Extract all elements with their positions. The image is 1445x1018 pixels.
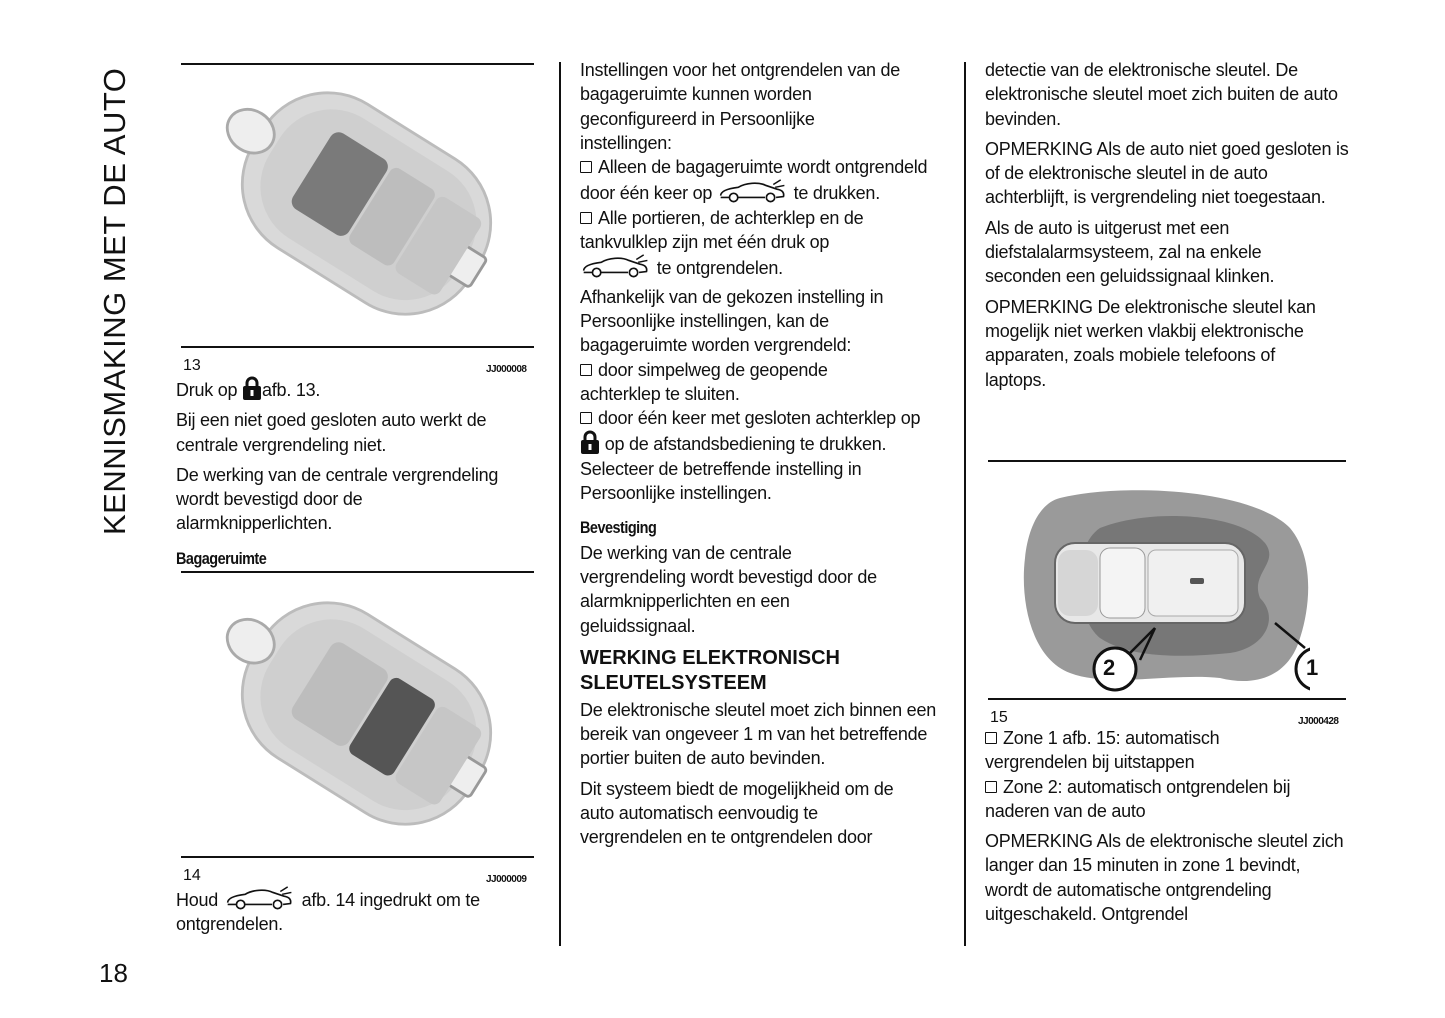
figure-number: 15 (990, 709, 1008, 726)
text: Alle portieren, de achterklep en de tankvulklep zijn met één druk op (580, 207, 864, 253)
car-top-view (1055, 543, 1245, 623)
column-1-text (176, 376, 541, 577)
text: door simpelweg de geopende achterklep te sluiten. (580, 359, 828, 404)
key-fob-figure-14 (200, 585, 520, 845)
car-unlock-icon (717, 179, 789, 203)
key-fob-figure-13 (200, 75, 520, 335)
paragraph: OPMERKING Als de auto niet goed gesloten is of de elektronische sleutel in de auto achterblijft, is vergrendeling niet toegestaan. (985, 138, 1349, 208)
text: te drukken. (793, 183, 880, 204)
car-unlock-icon (580, 254, 652, 278)
keyless-zones-figure-15 (1020, 488, 1319, 693)
figure-bottom-rule (988, 698, 1346, 700)
text: door één keer met gesloten achterklep op (598, 408, 921, 429)
figure-number: 14 (183, 867, 201, 884)
text: Druk op (176, 380, 238, 400)
figure-top-rule (988, 460, 1346, 462)
figure-code: JJ000428 (1298, 716, 1339, 727)
paragraph: Bij een niet goed gesloten auto werkt de centrale vergrendeling niet. (176, 410, 487, 455)
text: Houd (176, 890, 219, 910)
figure-top-rule (181, 63, 534, 65)
checkbox-bullet-icon (580, 161, 592, 173)
subheading-bagageruimte: Bagageruimte (176, 548, 267, 568)
figure-number: 13 (183, 357, 201, 374)
checkbox-bullet-icon (985, 781, 997, 793)
subheading-bevestiging: Bevestiging (580, 518, 657, 538)
figure-bottom-rule (181, 346, 534, 348)
text: Zone 2: automatisch ontgrendelen bij naderen van de auto (985, 776, 1291, 821)
section-heading: WERKING ELEKTRONISCH SLEUTELSYSTEEM (580, 646, 840, 694)
column-2-text (580, 58, 942, 856)
figure-bottom-rule (181, 856, 534, 858)
text: Zone 1 afb. 15: automatisch vergrendelen bij uitstappen (985, 728, 1220, 773)
paragraph: detectie van de elektronische sleutel. De elektronische sleutel moet zich buiten de auto bevinden. (985, 60, 1338, 129)
car-unlock-icon (223, 886, 297, 910)
column-1-bottom-text (176, 886, 536, 937)
column-3-bottom-text (985, 726, 1350, 932)
page-number: 18 (99, 958, 128, 988)
paragraph: Dit systeem biedt de mogelijkheid om de auto automatisch eenvoudig te vergrendelen en te ontgrendelen door (580, 778, 894, 848)
text: afb. 14 ingedrukt om te ontgrendelen. (176, 890, 480, 935)
figure-code: JJ000008 (486, 364, 527, 375)
column-divider (559, 62, 561, 946)
column-3-text (985, 58, 1353, 398)
paragraph: OPMERKING De elektronische sleutel kan mogelijk niet werken vlakbij elektronische apparaten, zoals mobiele telefoons of laptops. (985, 296, 1316, 390)
paragraph: OPMERKING Als de elektronische sleutel zich langer dan 15 minuten in zone 1 bevindt, wordt de automatische ontgrendeling uitgeschakeld. Ontgrendel (985, 831, 1344, 925)
text: Alleen de bagageruimte wordt ontgrendeld door één keer op (580, 157, 928, 204)
text: op de afstandsbediening te drukken. (604, 434, 887, 455)
paragraph: Selecteer de betreffende instelling in Persoonlijke instellingen. (580, 458, 862, 504)
side-chapter-title: KENNISMAKING MET DE AUTO (97, 67, 132, 535)
text: te ontgrendelen. (656, 258, 783, 279)
lock-icon (242, 376, 262, 400)
column-divider (964, 62, 966, 946)
paragraph: Afhankelijk van de gekozen instelling in Persoonlijke instellingen, kan de bagageruimte worden vergrendeld: (580, 286, 884, 356)
paragraph: De elektronische sleutel moet zich binnen een bereik van ongeveer 1 m van het betreffende portier buiten de auto bevinden. (580, 699, 936, 769)
figure-code: JJ000009 (486, 874, 527, 885)
checkbox-bullet-icon (985, 732, 997, 744)
paragraph: De werking van de centrale vergrendeling wordt bevestigd door de alarmknipperlichten. (176, 464, 499, 534)
paragraph: Instellingen voor het ontgrendelen van de bagageruimte kunnen worden geconfigureerd in Persoonlijke instellingen: (580, 60, 900, 153)
lock-icon (580, 430, 600, 454)
text: afb. 13. (262, 380, 321, 400)
checkbox-bullet-icon (580, 364, 592, 376)
callout-2: 2 (1103, 655, 1116, 680)
paragraph: Als de auto is uitgerust met een diefstalalarmsysteem, zal na enkele seconden een geluidssignaal klinken. (985, 217, 1275, 287)
figure-top-rule (181, 571, 534, 573)
checkbox-bullet-icon (580, 212, 592, 224)
paragraph: De werking van de centrale vergrendeling wordt bevestigd door de alarmknipperlichten en een geluidssignaal. (580, 542, 877, 636)
checkbox-bullet-icon (580, 412, 592, 424)
callout-1: 1 (1306, 655, 1319, 680)
